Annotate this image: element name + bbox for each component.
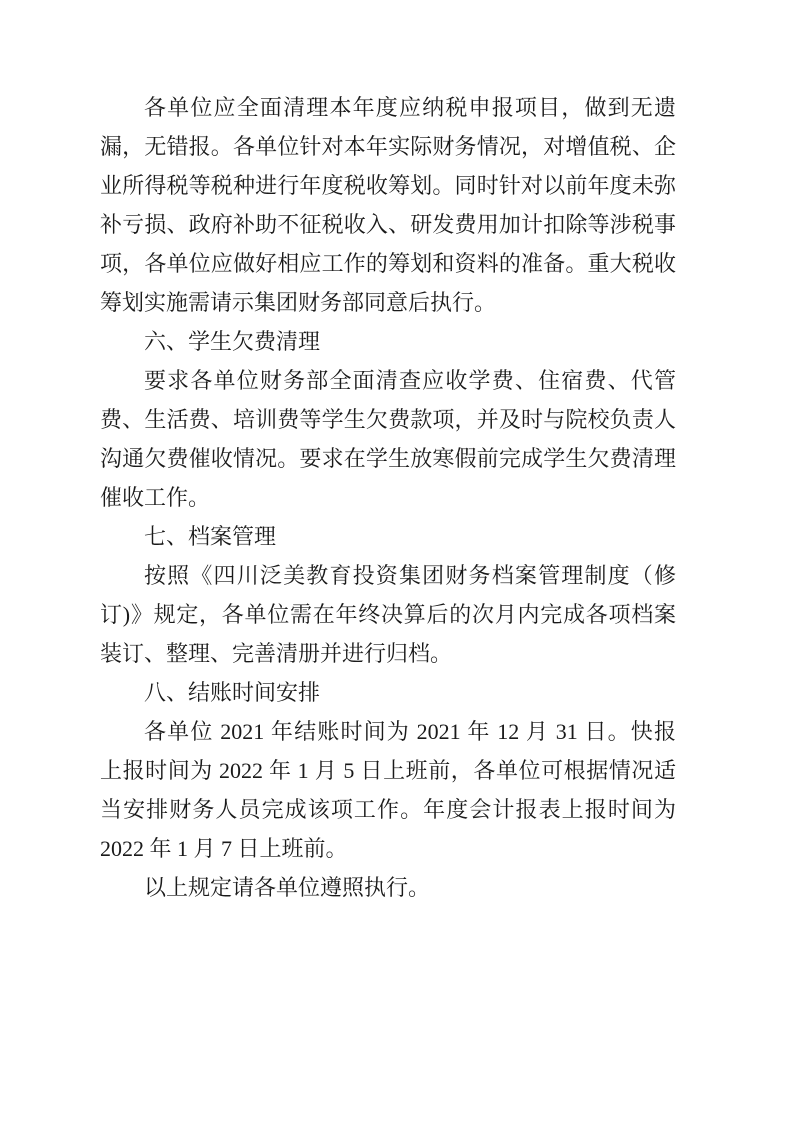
section-7-heading [100,517,676,556]
tax-planning-paragraph [100,88,676,322]
text-line: 补亏损、政府补助不征税收入、研发费用加计扣除等涉税事 [100,212,676,237]
text-line: 以上规定请各单位遵照执行。 [144,875,431,900]
closing-schedule-paragraph [100,712,676,868]
text-line: 装订、整理、完善清册并进行归档。 [100,641,453,666]
text-line: 筹划实施需请示集团财务部同意后执行。 [100,290,497,315]
text-line: 要求各单位财务部全面清查应收学费、住宿费、代管 [144,368,676,393]
text-line: 各单位应全面清理本年度应纳税申报项目，做到无遗 [144,95,676,120]
section-8-heading [100,673,676,712]
text-line: 项，各单位应做好相应工作的筹划和资料的准备。重大税收 [100,251,676,276]
heading-line: 七、档案管理 [144,524,277,549]
text-line: 漏，无错报。各单位针对本年实际财务情况，对增值税、企 [100,134,676,159]
text-line: 上报时间为 2022 年 1 月 5 日上班前，各单位可根据情况适 [100,758,676,783]
heading-line: 六、学生欠费清理 [144,329,321,354]
text-line: 催收工作。 [100,485,211,510]
text-line: 沟通欠费催收情况。要求在学生放寒假前完成学生欠费清理 [100,446,676,471]
text-line: 按照《四川泛美教育投资集团财务档案管理制度（修 [144,563,676,588]
document-body [100,88,676,907]
heading-line: 八、结账时间安排 [144,680,321,705]
text-line: 业所得税等税种进行年度税收筹划。同时针对以前年度未弥 [100,173,676,198]
student-arrears-paragraph [100,361,676,517]
text-line: 当安排财务人员完成该项工作。年度会计报表上报时间为 [100,797,676,822]
text-line: 2022 年 1 月 7 日上班前。 [100,836,348,861]
closing-statement-paragraph [100,868,676,907]
section-6-heading [100,322,676,361]
text-line: 订)》规定，各单位需在年终决算后的次月内完成各项档案 [100,602,676,627]
text-line: 各单位 2021 年结账时间为 2021 年 12 月 31 日。快报 [144,719,676,744]
text-line: 费、生活费、培训费等学生欠费款项，并及时与院校负责人 [100,407,676,432]
archives-paragraph [100,556,676,673]
